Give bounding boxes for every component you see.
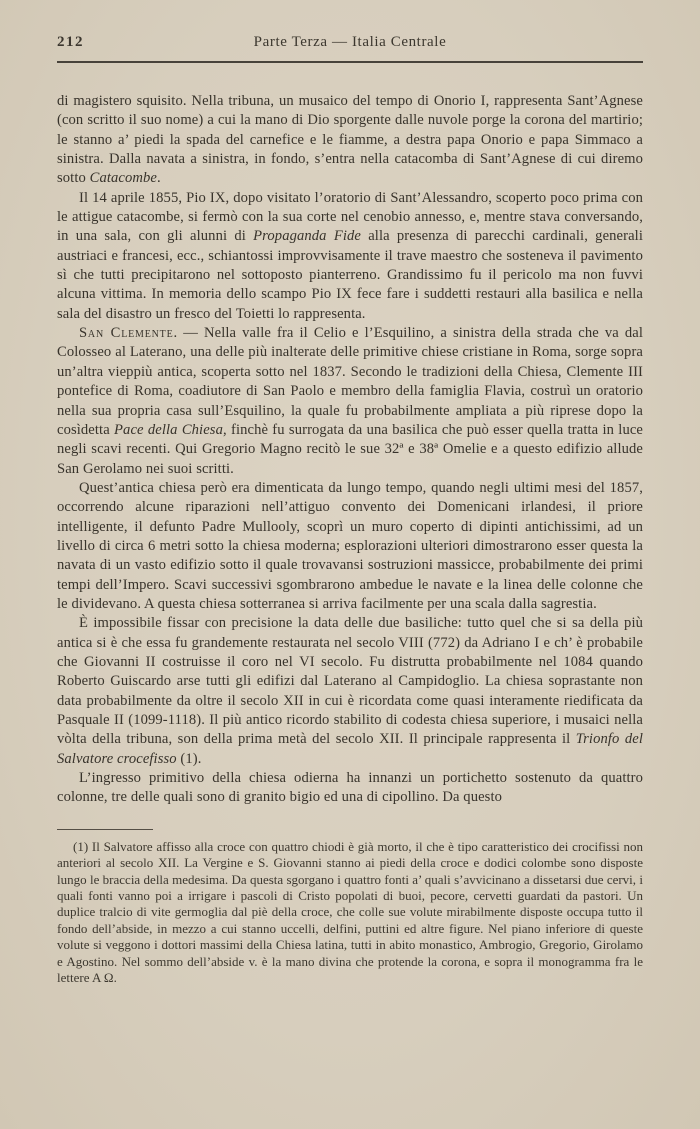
paragraph [57,92,643,189]
text-run: È impossibile fissar con precisione la data delle due basiliche: tutto quel che si sa della più antica si è che essa fu grandemente restaurata nel secolo VIII (772) da Adriano I e ch’ è probabile che Giovanni II costruisse il coro nel VI secolo. Fu distrutta probabilmente nel 1084 quando Roberto Guiscardo arse tutti gli edifizi dal Laterano al Campidoglio. La chiesa soprastante non data probabilmente da oltre il secolo XII in cui è ricordata come quasi interamente riedificata da Pasquale II (1099-1118). Il più antico ricordo stabilito di codesta chiesa superiore, i musaici nella vòlta della tribuna, son della prima metà del secolo XII. Il principale rappresenta il [57,615,643,748]
footnote-separator-rule [57,829,153,830]
paragraph [57,479,643,614]
text-block [57,92,643,808]
text-run: . [157,170,161,187]
text-run: L’ingresso primitivo della chiesa odierna ha innanzi un portichetto sostenuto da quattro colonne, tre delle quali sono di granito bigio ed una di cipollino. Da questo [57,770,643,806]
footnote: (1) Il Salvatore affisso alla croce con quattro chiodi è già morto, il che è tipo caratteristico dei crocifissi non anteriori al secolo XII. La Vergine e S. Giovanni stanno ai piedi della croce e dodici colombe sono disposte lungo le braccia della medesima. Da questa sgorgano i quattro fonti a’ quali s’avvicinano a dissetarsi due cervi, i quali fonti vanno poi a irrigare i pascoli di Cristo popolati di buoi, pecore, cervetti guardati da pastori. Un duplice tralcio di vite germoglia dal piè della croce, che colle sue volute mirabilmente disposte occupa tutto il fondo dell’abside, in mezzo a cui stanno uccelli, delfini, puttini ed altre figure. Nel piano inferiore di queste volute si veggono i dottori massimi della Chiesa latina, tutti in abito monastico, Ambrogio, Gregorio, Girolamo e Agostino. Nel sommo dell’abside v. è la mano divina che protende la corona, e sopra il monogramma fra le lettere A Ω. [57,838,643,985]
page-header [57,34,643,54]
page-number: 212 [57,34,84,50]
paragraph [57,769,643,808]
paragraph [57,614,643,769]
running-title: Parte Terza — Italia Centrale [253,34,447,50]
text-run: di magistero squisito. Nella tribuna, un musaico del tempo di Onorio I, rappresenta Sant’Agnese (con scritto il suo nome) a cui la mano di Dio sporgente dalle nuvole porge la corona del martirio; le stanno a’ piedi la spada del carnefice e le fiamme, a destra papa Onorio e papa Simmaco a sinistra. Dalla navata a sinistra, in fondo, s’entra nella catacomba di Sant’Agnese di cui diremo sotto [57,93,643,187]
text-run: Quest’antica chiesa però era dimenticata da lungo tempo, quando negli ultimi mesi del 1857, occorrendo alcune riparazioni nell’attiguo convento dei Domenicani irlandesi, il priore intelligente, il defunto Padre Mullooly, scoprì un muro coperto di dipinti antichissimi, ad un livello di circa 6 metri sotto la chiesa moderna; esplorazioni ulteriori dimostrarono esser questa la navata di un vasto edifizio sotto il quale trovavansi sostruzioni massicce, probabilmente dei primi tempi dell’Impero. Scavi successivi sgombrarono ambedue le navate e la linea delle colonne che le dividevano. A questa chiesa sotterranea si arriva facilmente per una scala dalla sagrestia. [57,479,643,612]
text-run: (1). [176,750,202,767]
text-run: . — Nella valle fra il Celio e l’Esquilino, a sinistra della strada che va dal Colosseo al Laterano, una delle più inalterate delle primitive chiese cristiane in Roma, sorge sopra un’altra vieppiù antica, scoperta sotto nel 1837. Secondo le tradizioni della Chiesa, Clemente III pontefice di Roma, coadiutore di San Paolo e membro della famiglia Flavia, costruì un oratorio nella sua propria casa sull’Esquilino, la quale fu probabilmente ampliata a più riprese dopo la cosìdetta [57,325,643,438]
italic-text-run: Catacombe [89,170,158,187]
italic-text-run: Propaganda Fide [253,228,361,245]
smallcaps-text-run: San Clemente [79,325,174,342]
header-rule [57,61,643,63]
text-run: Il 14 aprile 1855, Pio IX, dopo visitato l’oratorio di Sant’Alessandro, scoperto poco prima con le attigue catacombe, si fermò con la sua corte nel cenobio annesso, e, mentre stava conversando, in una sala, con gli alunni di [57,189,643,245]
paragraph [57,324,643,479]
text-run: alla presenza di parecchi cardinali, generali austriaci e francesi, ecc., schiantossi improvvisamente il trave maestro che sosteneva il pavimento sì che tutti precipitarono nel sottoposto pianterreno. Grandissimo fu il pericolo ma non fuvvi alcuna vittima. In memoria dello scampo Pio IX fece fare i suddetti restauri alla basilica e nella sala del disastro un fresco del Toietti lo rappresenta. [57,228,643,322]
italic-text-run: Trionfo del Salvatore crocefisso [57,731,643,767]
text-run: , finchè fu surrogata da una basilica che può esser quella tratta in luce negli scavi recenti. Qui Gregorio Magno recitò le sue 32ª e 38ª Omelie e a questo edifizio allude San Gerolamo nei suoi scritti. [57,421,643,477]
paragraph [57,189,643,324]
italic-text-run: Pace della Chiesa [114,421,223,438]
